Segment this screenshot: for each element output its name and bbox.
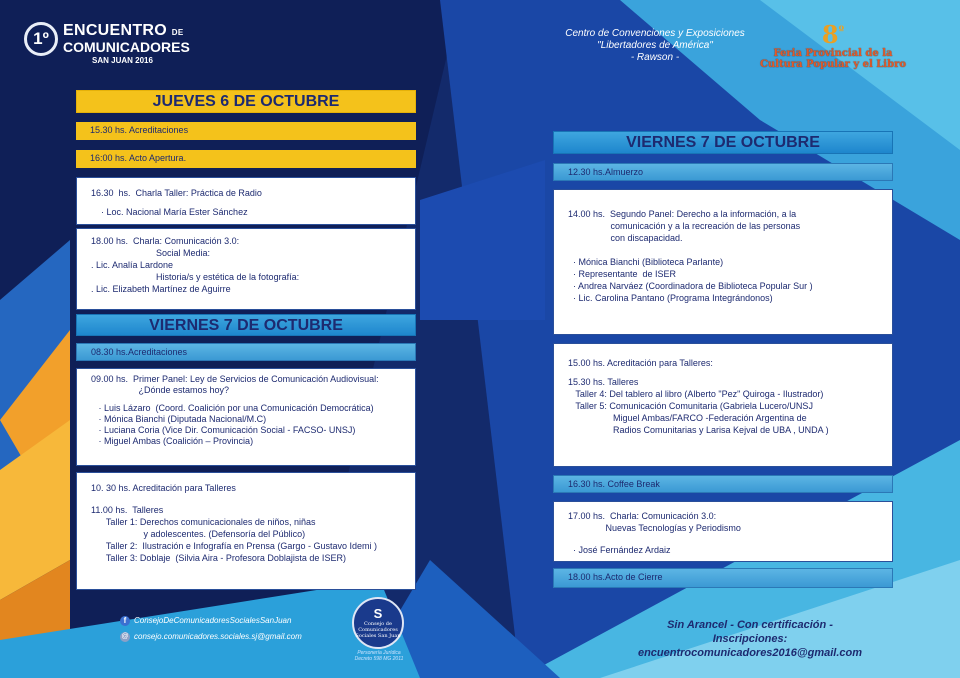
- seal-sub: Sociales San Juan: [355, 633, 401, 639]
- talleres-r-line: Taller 4: Del tablero al libro (Alberto "Pez" Quiroga - Ilustrador): [568, 389, 824, 399]
- talleres-r-line: Miguel Ambas/FARCO -Federación Argentina de: [568, 413, 807, 423]
- talleres-line: Taller 1: Derechos comunicacionales de niños, niñas: [91, 517, 316, 527]
- charla-line: Nuevas Tecnologías y Periodismo: [568, 523, 741, 533]
- com30-line: . Lic. Analía Lardone: [91, 260, 174, 270]
- seal-logo-icon: S: [373, 606, 383, 621]
- acreditaciones-0830-bar: 08.30 hs.Acreditaciones: [76, 343, 416, 361]
- consejo-seal: [352, 597, 404, 649]
- primer-panel-box: [76, 368, 416, 466]
- day-viernes-header: VIERNES 7 DE OCTUBRE: [76, 314, 416, 336]
- panel2-line: [568, 244, 882, 256]
- seal-caption: Personería Jurídica Decreto 598 MG 2011: [354, 650, 404, 662]
- panel2-line: · Representante de ISER: [568, 269, 677, 279]
- talleres-line: Taller 2: Ilustración e Infografía en Prensa (Gargo - Gustavo Idemi ): [91, 541, 377, 551]
- almuerzo-bar: 12.30 hs.Almuerzo: [553, 163, 893, 181]
- talleres-r-line: Taller 5: Comunicación Comunitaria (Gabriela Lucero/UNSJ: [568, 401, 813, 411]
- panel1-line: · Mónica Bianchi (Diputada Nacional/M.C): [91, 414, 267, 424]
- com30-line: 18.00 hs. Charla: Comunicación 3.0:: [91, 236, 240, 246]
- talleres-line: 10. 30 hs. Acreditación para Talleres: [91, 483, 236, 493]
- venue-line3: - Rawson -: [630, 52, 680, 63]
- panel2-line: 14.00 hs. Segundo Panel: Derecho a la información, a la: [568, 209, 797, 219]
- talleres-line: y adolescentes. (Defensoría del Público): [91, 529, 306, 539]
- logo-line1: ENCUENTRO DE: [63, 22, 184, 39]
- feria-line2: Cultura Popular y el Libro: [759, 59, 907, 70]
- inscripciones-text[interactable]: Inscripciones: encuentrocomunicadores2016@gmail.com: [637, 633, 863, 659]
- com30-line: Historia/s y estética de la fotografía:: [91, 272, 300, 282]
- panel1-line: · Luis Lázaro (Coord. Coalición por una Comunicación Democrática): [91, 403, 374, 413]
- comunicacion-30-box: [76, 228, 416, 310]
- coffee-break-bar: 16.30 hs. Coffee Break: [553, 475, 893, 493]
- panel1-line: 09.00 hs. Primer Panel: Ley de Servicios de Comunicación Audiovisual:: [91, 374, 379, 384]
- com30-line: Social Media:: [91, 248, 211, 258]
- cierre-bar: 18.00 hs.Acto de Cierre: [553, 568, 893, 588]
- acreditaciones-bar: 15.30 hs. Acreditaciones: [76, 122, 416, 140]
- encuentro-logo: [22, 20, 192, 75]
- logo-number: 1º: [24, 22, 58, 56]
- radio-line: 16.30 hs. Charla Taller: Práctica de Radio: [91, 188, 262, 198]
- charla-30-box: [553, 501, 893, 562]
- talleres-line: 11.00 hs. Talleres: [91, 505, 164, 515]
- feria-number: $8^º$: [821, 20, 845, 49]
- venue-info: [560, 28, 750, 64]
- mail-icon: @: [121, 633, 129, 640]
- sin-arancel-text: Sin Arancel - Con certificación -: [667, 619, 833, 631]
- venue-line2: "Libertadores de América": [597, 40, 713, 51]
- panel1-line: [91, 396, 405, 403]
- talleres-r-line: Radios Comunitarias y Larisa Kejval de UBA , UNDA ): [568, 425, 829, 435]
- talleres-r-line: 15.30 hs. Talleres: [568, 377, 639, 387]
- panel2-line: · Andrea Narváez (Coordinadora de Biblioteca Popular Sur ): [568, 281, 813, 291]
- facebook-icon: f: [120, 616, 130, 626]
- email-link[interactable]: @ consejo.comunicadores.sociales.sj@gmail.com: [121, 632, 302, 642]
- talleres-line: Taller 3: Doblaje (Silvia Aira - Profesora Doblajista de ISER): [91, 553, 346, 563]
- talleres-r-line: [568, 369, 882, 376]
- apertura-bar: 16:00 hs. Acto Apertura.: [76, 150, 416, 168]
- charla-line: · José Fernández Ardaiz: [568, 545, 671, 555]
- radio-box: [76, 177, 416, 225]
- venue-line1: Centro de Convenciones y Exposiciones: [565, 28, 745, 39]
- panel2-line: comunicación y a la recreación de las personas: [568, 221, 801, 231]
- inscripciones-info: [600, 618, 900, 660]
- panel2-line: · Lic. Carolina Pantano (Programa Integrándonos): [568, 293, 773, 303]
- seal-text: Consejo de Comunicadores: [358, 621, 398, 633]
- talleres-left-box: [76, 472, 416, 590]
- charla-line: [568, 534, 882, 544]
- day-viernes-right-header: VIERNES 7 DE OCTUBRE: [553, 131, 893, 154]
- logo-line3: SAN JUAN 2016: [92, 56, 153, 65]
- panel2-line: con discapacidad.: [568, 233, 683, 243]
- radio-line: · Loc. Nacional María Ester Sánchez: [91, 207, 248, 217]
- panel2-line: · Mónica Bianchi (Biblioteca Parlante): [568, 257, 724, 267]
- logo-line2: COMUNICADORES: [63, 39, 190, 55]
- day-jueves-header: JUEVES 6 DE OCTUBRE: [76, 90, 416, 113]
- facebook-link[interactable]: f ConsejoDeComunicadoresSocialesSanJuan: [120, 616, 291, 626]
- feria-logo: [748, 18, 918, 78]
- charla-line: 17.00 hs. Charla: Comunicación 3.0:: [568, 511, 717, 521]
- talleres-line: [91, 494, 405, 504]
- panel1-line: ¿Dónde estamos hoy?: [91, 385, 230, 395]
- talleres-r-line: 15.00 hs. Acreditación para Talleres:: [568, 358, 713, 368]
- panel1-line: · Miguel Ambas (Coalición – Provincia): [91, 436, 254, 446]
- feria-line1: Feria Provincial de la: [773, 48, 893, 59]
- talleres-right-box: [553, 343, 893, 467]
- segundo-panel-box: [553, 189, 893, 335]
- panel1-line: · Luciana Coria (Vice Dir. Comunicación Social - FACSO- UNSJ): [91, 425, 356, 435]
- com30-line: . Lic. Elizabeth Martínez de Aguirre: [91, 284, 231, 294]
